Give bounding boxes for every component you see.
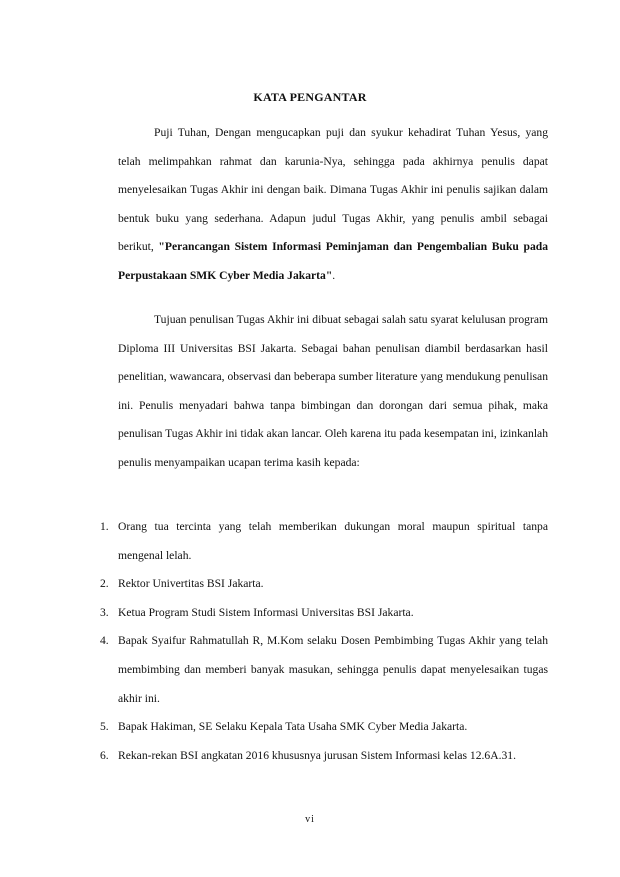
paragraph-intro [118,119,548,291]
list-item [100,513,548,570]
list-item-number: 3. [100,605,109,619]
paragraph-intro-text: Puji Tuhan, Dengan mengucapkan puji dan syukur kehadirat Tuhan Yesus, yang telah melimpahkan rahmat dan karunia-Nya, sehingga pada akhirnya penulis dapat menyelesaikan Tugas Akhir ini dengan baik. Dimana Tugas Akhir ini penulis sajikan dalam bentuk buku yang sederhana. Adapun judul Tugas Akhir, yang penulis ambil sebagai berikut, [118,126,548,254]
list-item-text: Rekan-rekan BSI angkatan 2016 khususnya jurusan Sistem Informasi kelas 12.6A.31. [118,748,516,762]
thesis-title: "Perancangan Sistem Informasi Peminjaman dan Pengembalian Buku pada Perpustakaan SMK Cyber Media Jakarta" [118,240,549,282]
list-item-text: Ketua Program Studi Sistem Informasi Universitas BSI Jakarta. [118,605,414,619]
acknowledgement-list [100,513,548,770]
list-item [100,742,548,771]
list-item-number: 4. [100,634,109,648]
list-item-text: Bapak Syaifur Rahmatullah R, M.Kom selaku Dosen Pembimbing Tugas Akhir yang telah membimbing dan memberi banyak masukan, sehingga penulis dapat menyelesaikan tugas akhir ini. [118,634,548,705]
list-item [100,627,548,713]
list-item-text: Rektor Univertitas BSI Jakarta. [118,577,264,591]
list-item [100,599,548,628]
list-item-number: 5. [100,720,109,734]
list-item [100,713,548,742]
paragraph-purpose-text: Tujuan penulisan Tugas Akhir ini dibuat sebagai salah satu syarat kelulusan program Diploma III Universitas BSI Jakarta. Sebagai bahan penulisan diambil berdasarkan hasil penelitian, wawancara, observasi dan beberapa sumber literature yang mendukung penulisan ini. Penulis menyadari bahwa tanpa bimbingan dan dorongan dari semua pihak, maka penulisan Tugas Akhir ini tidak akan lancar. Oleh karena itu pada kesempatan ini, izinkanlah penulis menyampaikan ucapan terima kasih kepada: [118,313,548,469]
list-item-number: 1. [100,520,109,533]
list-item-text: Orang tua tercinta yang telah memberikan dukungan moral maupun spiritual tanpa mengenal lelah. [118,520,548,562]
paragraph-purpose [118,306,548,478]
list-item-number: 2. [100,577,109,591]
list-item-text: Bapak Hakiman, SE Selaku Kepala Tata Usaha SMK Cyber Media Jakarta. [118,720,468,734]
page-title: KATA PENGANTAR [253,90,367,104]
page-number: vi [305,814,315,825]
paragraph-intro-end: . [332,268,336,282]
list-item [100,570,548,599]
list-item-number: 6. [100,748,109,762]
